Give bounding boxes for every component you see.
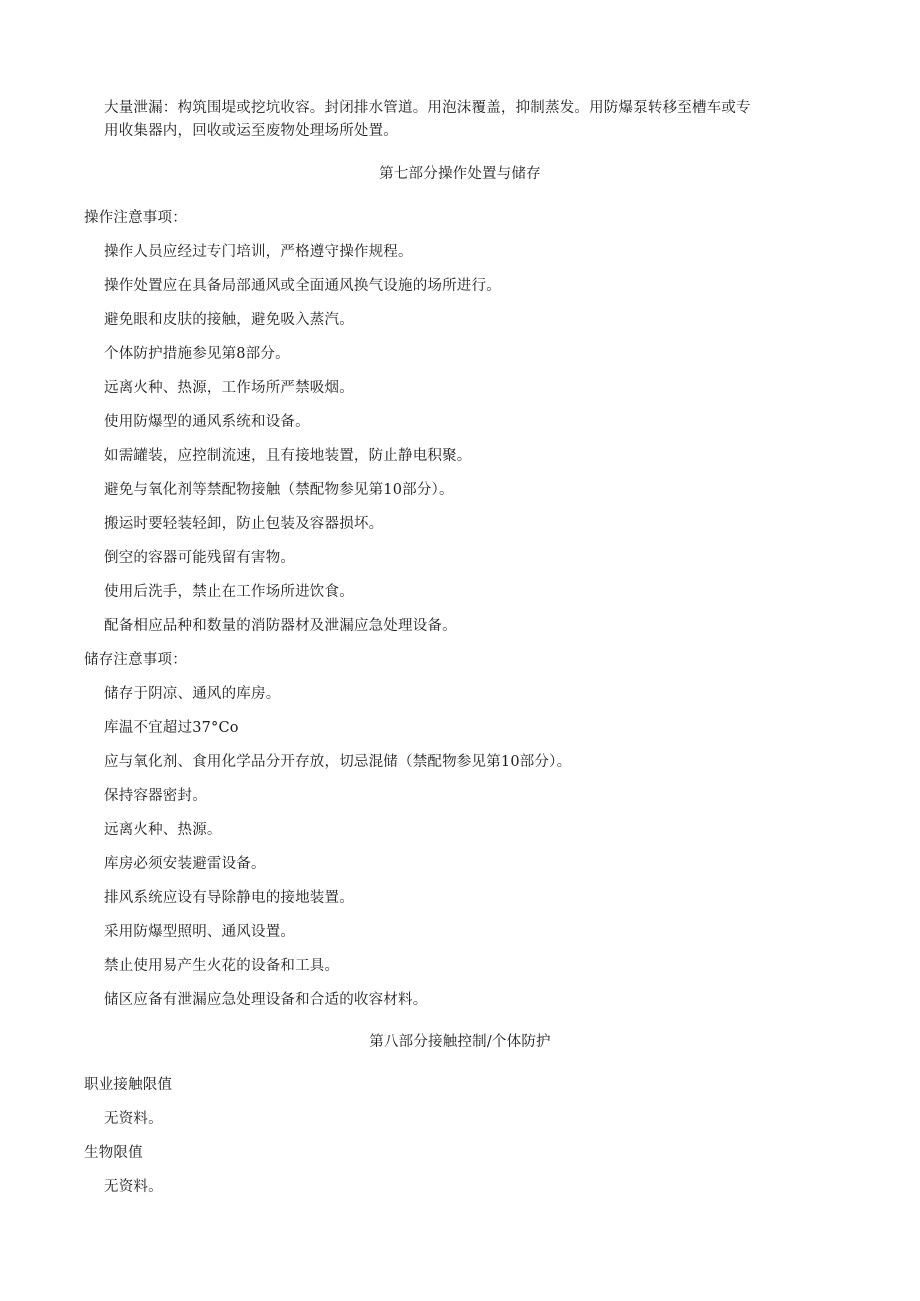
storage-item: 禁止使用易产生火花的设备和工具。	[104, 958, 340, 974]
handling-item: 避免与氧化剂等禁配物接触（禁配物参见第10部分）。	[104, 482, 454, 498]
handling-item: 远离火种、热源，工作场所严禁吸烟。	[104, 380, 354, 396]
storage-item: 储区应备有泄漏应急处理设备和合适的收容材料。	[104, 992, 428, 1008]
occupational-limit-heading: 职业接触限值	[84, 1077, 173, 1093]
handling-item: 操作人员应经过专门培训，严格遵守操作规程。	[104, 244, 413, 260]
storage-item: 排风系统应设有导除静电的接地装置。	[104, 890, 354, 906]
handling-item: 避免眼和皮肤的接触，避免吸入蒸汽。	[104, 312, 354, 328]
biological-limit-value: 无资料。	[104, 1179, 163, 1195]
handling-item: 使用防爆型的通风系统和设备。	[104, 414, 310, 430]
biological-limit-heading: 生物限值	[84, 1145, 143, 1161]
storage-item: 采用防爆型照明、通风设置。	[104, 924, 296, 940]
storage-item: 库房必须安装避雷设备。	[104, 856, 266, 872]
spill-text-line-2: 用收集器内，回收或运至废物处理场所处置。	[104, 123, 398, 139]
section-7-title: 第七部分操作处置与储存	[379, 166, 541, 182]
handling-item: 操作处置应在具备局部通风或全面通风换气设施的场所进行。	[104, 278, 501, 294]
spill-text-line-1: 大量泄漏：构筑围堤或挖坑收容。封闭排水管道。用泡沫覆盖，抑制蒸发。用防爆泵转移至槽车或专	[104, 100, 751, 116]
handling-item: 个体防护措施参见第8部分。	[104, 346, 290, 362]
handling-item: 如需罐装，应控制流速，且有接地装置，防止静电积聚。	[104, 448, 472, 464]
handling-item: 使用后洗手，禁止在工作场所进饮食。	[104, 584, 354, 600]
storage-item: 储存于阴凉、通风的库房。	[104, 686, 281, 702]
storage-item: 库温不宜超过37°Co	[104, 720, 239, 736]
handling-heading: 操作注意事项：	[84, 210, 187, 226]
handling-item: 配备相应品种和数量的消防器材及泄漏应急处理设备。	[104, 618, 457, 634]
occupational-limit-value: 无资料。	[104, 1111, 163, 1127]
handling-item: 搬运时要轻装轻卸，防止包装及容器损坏。	[104, 516, 384, 532]
storage-item: 远离火种、热源。	[104, 822, 222, 838]
section-8-title: 第八部分接触控制/个体防护	[369, 1034, 551, 1050]
storage-item: 保持容器密封。	[104, 788, 207, 804]
handling-item: 倒空的容器可能残留有害物。	[104, 550, 296, 566]
storage-heading: 储存注意事项：	[84, 652, 187, 668]
storage-item: 应与氧化剂、食用化学品分开存放，切忌混储（禁配物参见第10部分）。	[104, 754, 572, 770]
